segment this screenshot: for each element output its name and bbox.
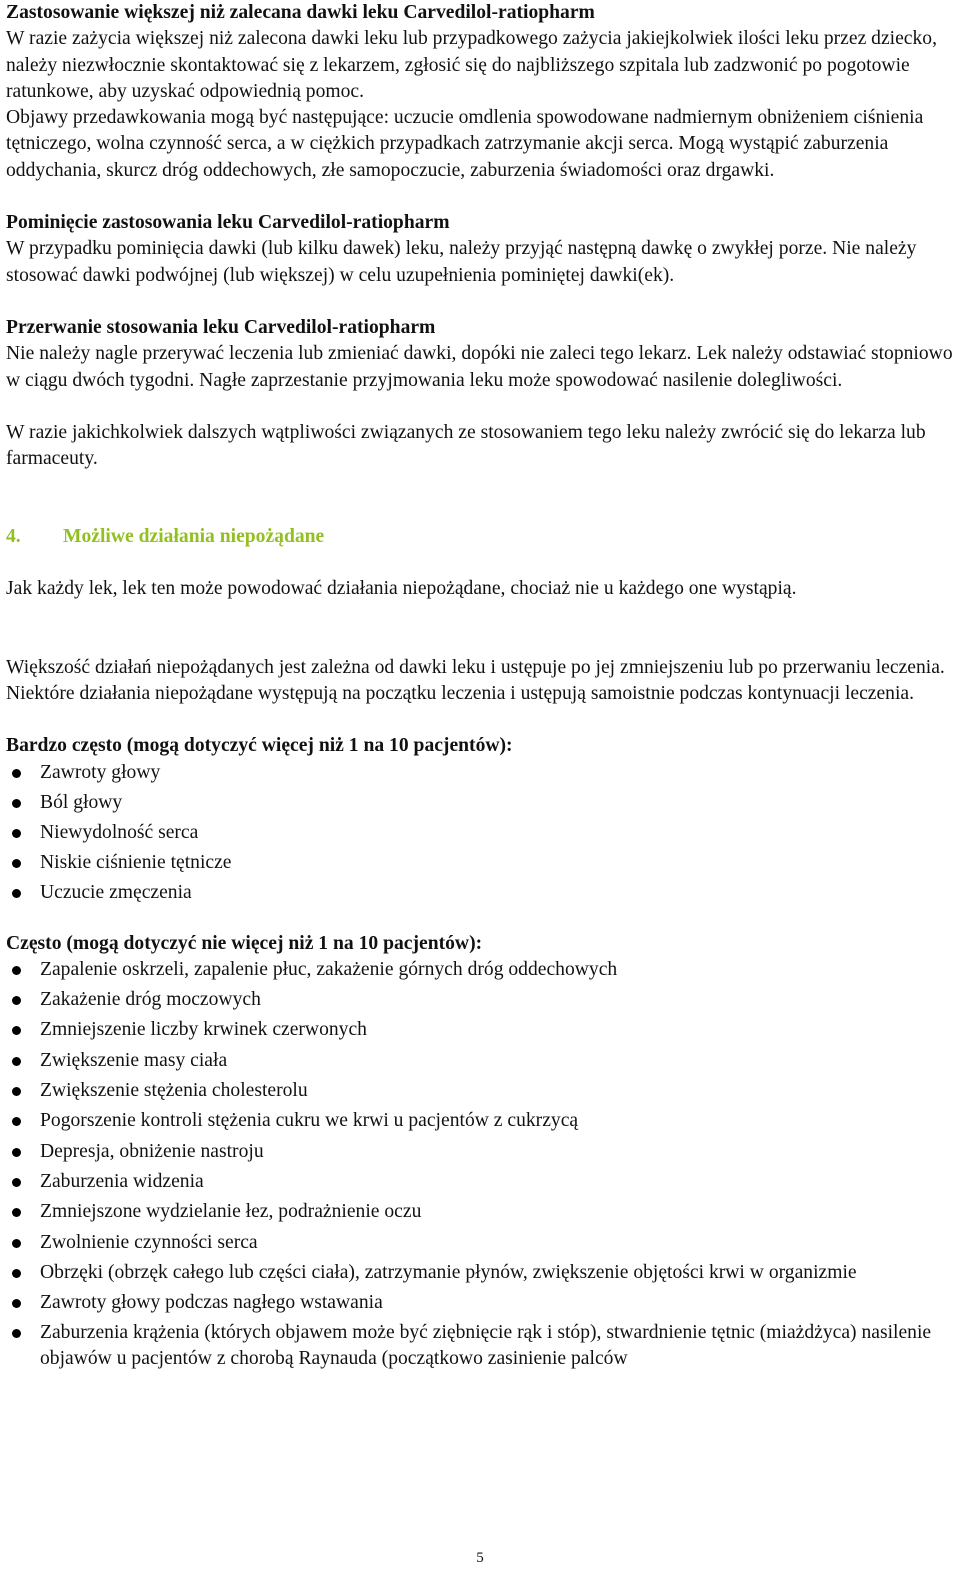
- bullet-icon: [12, 1057, 21, 1066]
- bullet-icon: [12, 1329, 21, 1338]
- bullet-icon: [12, 1148, 21, 1157]
- overdose-paragraph-2: Objawy przedawkowania mogą być następujące: uczucie omdlenia spowodowane nadmiernym obniżeniem ciśnienia tętniczego, wolna czynność serca, a w ciężkich przypadkach zatrzymanie akcji serca. Mogą wystąpić zaburzenia oddychania, skurcz dróg oddechowych, złe samopoczucie, zaburzenia świadomości oraz drgawki.: [6, 107, 924, 181]
- bullet-icon: [12, 1208, 21, 1217]
- list-item: Zawroty głowy podczas nagłego wstawania: [6, 1290, 954, 1316]
- section-4-paragraph-2: Większość działań niepożądanych jest zależna od dawki leku i ustępuje po jej zmniejszeniu lub po przerwaniu leczenia. Niektóre działania niepożądane występują na początku leczenia i ustępują samoistnie podczas kontynuacji leczenia.: [6, 656, 945, 705]
- bullet-icon: [12, 799, 21, 808]
- list-item: Pogorszenie kontroli stężenia cukru we krwi u pacjentów z cukrzycą: [6, 1108, 954, 1134]
- missed-dose-paragraph: W przypadku pominięcia dawki (lub kilku dawek) leku, należy przyjąć następną dawkę o zwykłej porze. Nie należy stosować dawki podwójnej (lub większej) w celu uzupełnienia pominiętej dawki(ek).: [6, 238, 917, 286]
- page-number: 5: [476, 1550, 484, 1566]
- bullet-icon: [12, 1026, 21, 1035]
- missed-dose-heading: Pominięcie zastosowania leku Carvedilol-ratiopharm: [6, 212, 450, 234]
- spacer: [6, 289, 954, 315]
- list-item: Zwolnienie czynności serca: [6, 1230, 954, 1256]
- spacer: [6, 707, 954, 733]
- list-item: Zapalenie oskrzeli, zapalenie płuc, zakażenie górnych dróg oddechowych: [6, 957, 954, 983]
- overdose-heading: Zastosowanie większej niż zalecana dawki leku Carvedilol-ratiopharm: [6, 2, 595, 23]
- list-item: Obrzęki (obrzęk całego lub części ciała), zatrzymanie płynów, zwiększenie objętości krwi w organizmie: [6, 1260, 954, 1286]
- spacer: [6, 603, 954, 629]
- doubts-paragraph: W razie jakichkolwiek dalszych wątpliwości związanych ze stosowaniem tego leku należy zwrócić się do lekarza lub farmaceuty.: [6, 421, 926, 470]
- spacer: [6, 472, 954, 498]
- list-item: Zaburzenia krążenia (których objawem może być ziębnięcie rąk i stóp), stwardnienie tętnic (miażdżyca) nasilenie objawów u pacjentów z chorobą Raynauda (początkowo zasinienie palców: [6, 1320, 954, 1372]
- list-item: Zwiększenie masy ciała: [6, 1048, 954, 1074]
- very-common-heading: Bardzo często (mogą dotyczyć więcej niż 1 na 10 pacjentów):: [6, 735, 513, 757]
- very-common-list: [6, 760, 954, 907]
- stop-treatment-section: [6, 315, 954, 394]
- spacer: [6, 911, 954, 931]
- stop-treatment-heading: Przerwanie stosowania leku Carvedilol-ratiopharm: [6, 316, 436, 338]
- list-item: Zaburzenia widzenia: [6, 1169, 954, 1195]
- list-item: Zmniejszenie liczby krwinek czerwonych: [6, 1017, 954, 1043]
- list-item: Zakażenie dróg moczowych: [6, 987, 954, 1013]
- common-heading: Często (mogą dotyczyć nie więcej niż 1 na 10 pacjentów):: [6, 932, 483, 954]
- bullet-icon: [12, 1087, 21, 1096]
- overdose-section: [6, 0, 954, 184]
- stop-treatment-paragraph: Nie należy nagle przerywać leczenia lub zmieniać dawki, dopóki nie zaleci tego lekarz. Lek należy odstawiać stopniowo w ciągu dwóch tygodni. Nagłe zaprzestanie przyjmowania leku może spowodować nasilenie dolegliwości.: [6, 343, 953, 391]
- spacer: [6, 394, 954, 420]
- list-item: Niewydolność serca: [6, 820, 954, 846]
- bullet-icon: [12, 769, 21, 778]
- spacer: [6, 629, 954, 655]
- list-item: Zawroty głowy: [6, 760, 954, 786]
- bullet-icon: [12, 1269, 21, 1278]
- section-4-title-text: Możliwe działania niepożądane: [63, 526, 325, 548]
- bullet-icon: [12, 859, 21, 868]
- list-item: Zmniejszone wydzielanie łez, podrażnienie oczu: [6, 1199, 954, 1225]
- common-list: [6, 957, 954, 1373]
- section-4-number: 4.: [6, 526, 21, 548]
- section-4-intro: Jak każdy lek, lek ten może powodować działania niepożądane, chociaż nie u każdego one wystąpią.: [6, 578, 797, 600]
- list-item: Niskie ciśnienie tętnicze: [6, 850, 954, 876]
- bullet-icon: [12, 966, 21, 975]
- bullet-icon: [12, 996, 21, 1005]
- spacer: [6, 184, 954, 210]
- spacer: [6, 550, 954, 576]
- bullet-icon: [12, 1299, 21, 1308]
- list-item: Uczucie zmęczenia: [6, 880, 954, 906]
- bullet-icon: [12, 889, 21, 898]
- section-4-title: [6, 524, 954, 550]
- bullet-icon: [12, 1239, 21, 1248]
- list-item: Depresja, obniżenie nastroju: [6, 1139, 954, 1165]
- missed-dose-section: [6, 210, 954, 289]
- list-item: Zwiększenie stężenia cholesterolu: [6, 1078, 954, 1104]
- spacer: [6, 498, 954, 524]
- bullet-icon: [12, 1117, 21, 1126]
- overdose-paragraph-1: W razie zażycia większej niż zalecona dawki leku lub przypadkowego zażycia jakiejkolwiek ilości leku przez dziecko, należy niezwłocznie skontaktować się z lekarzem, zgłosić się do najbliższego szpitala lub zadzwonić po pogotowie ratunkowe, aby uzyskać odpowiednią pomoc.: [6, 28, 937, 102]
- bullet-icon: [12, 829, 21, 838]
- bullet-icon: [12, 1178, 21, 1187]
- list-item: Ból głowy: [6, 790, 954, 816]
